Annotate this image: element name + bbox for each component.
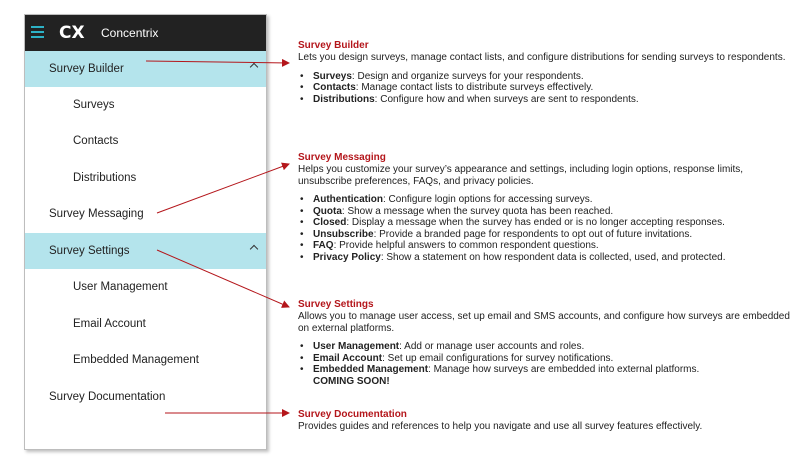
section-text: Allows you to manage user access, set up email and SMS accounts, and configure how surveys are embedded on external platforms. xyxy=(298,311,790,334)
sidebar-item-label: Surveys xyxy=(73,99,115,111)
arrow-survey-settings xyxy=(157,250,289,307)
list-item: • Unsubscribe: Provide a branded page for respondents to opt out of future invitations. xyxy=(298,229,798,241)
bullet-list xyxy=(298,71,798,106)
sidebar-item-label: Survey Builder xyxy=(49,63,124,75)
sidebar-item-label: Survey Messaging xyxy=(49,208,144,220)
sidebar-item-label: Distributions xyxy=(73,172,137,184)
survey-builder-description xyxy=(298,40,798,105)
list-item: • Authentication: Configure login options for accessing surveys. xyxy=(298,194,798,206)
survey-messaging-description xyxy=(298,152,798,263)
list-item: • Surveys: Design and organize surveys for your respondents. xyxy=(298,71,798,83)
brand-name: Concentrix xyxy=(101,26,159,40)
sidebar-item-label: Embedded Management xyxy=(73,354,199,366)
list-item: • FAQ: Provide helpful answers to common respondent questions. xyxy=(298,240,798,252)
survey-documentation-description xyxy=(298,409,798,433)
survey-settings-description xyxy=(298,299,798,387)
arrow-survey-builder xyxy=(146,61,289,63)
list-item: • Embedded Management: Manage how surveys are embedded into external platforms. COMING SOON! xyxy=(298,364,798,387)
cx-logo: CX xyxy=(59,23,85,43)
section-title: Survey Documentation xyxy=(298,409,407,420)
section-title: Survey Settings xyxy=(298,299,374,310)
section-text: Lets you design surveys, manage contact lists, and configure distributions for sending surveys to respondents. xyxy=(298,52,786,63)
list-item: • User Management: Add or manage user accounts and roles. xyxy=(298,341,798,353)
bullet-list xyxy=(298,341,798,387)
section-title: Survey Messaging xyxy=(298,152,386,163)
coming-soon-label: COMING SOON! xyxy=(313,375,390,387)
sidebar-item-label: Survey Settings xyxy=(49,245,130,257)
arrow-survey-messaging xyxy=(157,164,289,213)
sidebar-item-label: Contacts xyxy=(73,135,119,147)
list-item: • Contacts: Manage contact lists to distribute surveys effectively. xyxy=(298,82,798,94)
section-title: Survey Builder xyxy=(298,40,369,51)
sidebar-item-label: Email Account xyxy=(73,318,146,330)
bullet-list xyxy=(298,194,798,263)
list-item: • Email Account: Set up email configurations for survey notifications. xyxy=(298,353,798,365)
sidebar-item-label: User Management xyxy=(73,281,168,293)
list-item: • Closed: Display a message when the survey has ended or is no longer accepting responses. xyxy=(298,217,798,229)
sidebar-item-label: Survey Documentation xyxy=(49,391,166,403)
section-text: Provides guides and references to help you navigate and use all survey features effectively. xyxy=(298,421,703,432)
section-text: Helps you customize your survey’s appearance and settings, including login options, response limits, unsubscribe preferences, FAQs, and privacy policies. xyxy=(298,164,744,187)
list-item: • Quota: Show a message when the survey quota has been reached. xyxy=(298,206,798,218)
list-item: • Privacy Policy: Show a statement on how respondent data is collected, used, and protected. xyxy=(298,252,798,264)
list-item: • Distributions: Configure how and when surveys are sent to respondents. xyxy=(298,94,798,106)
